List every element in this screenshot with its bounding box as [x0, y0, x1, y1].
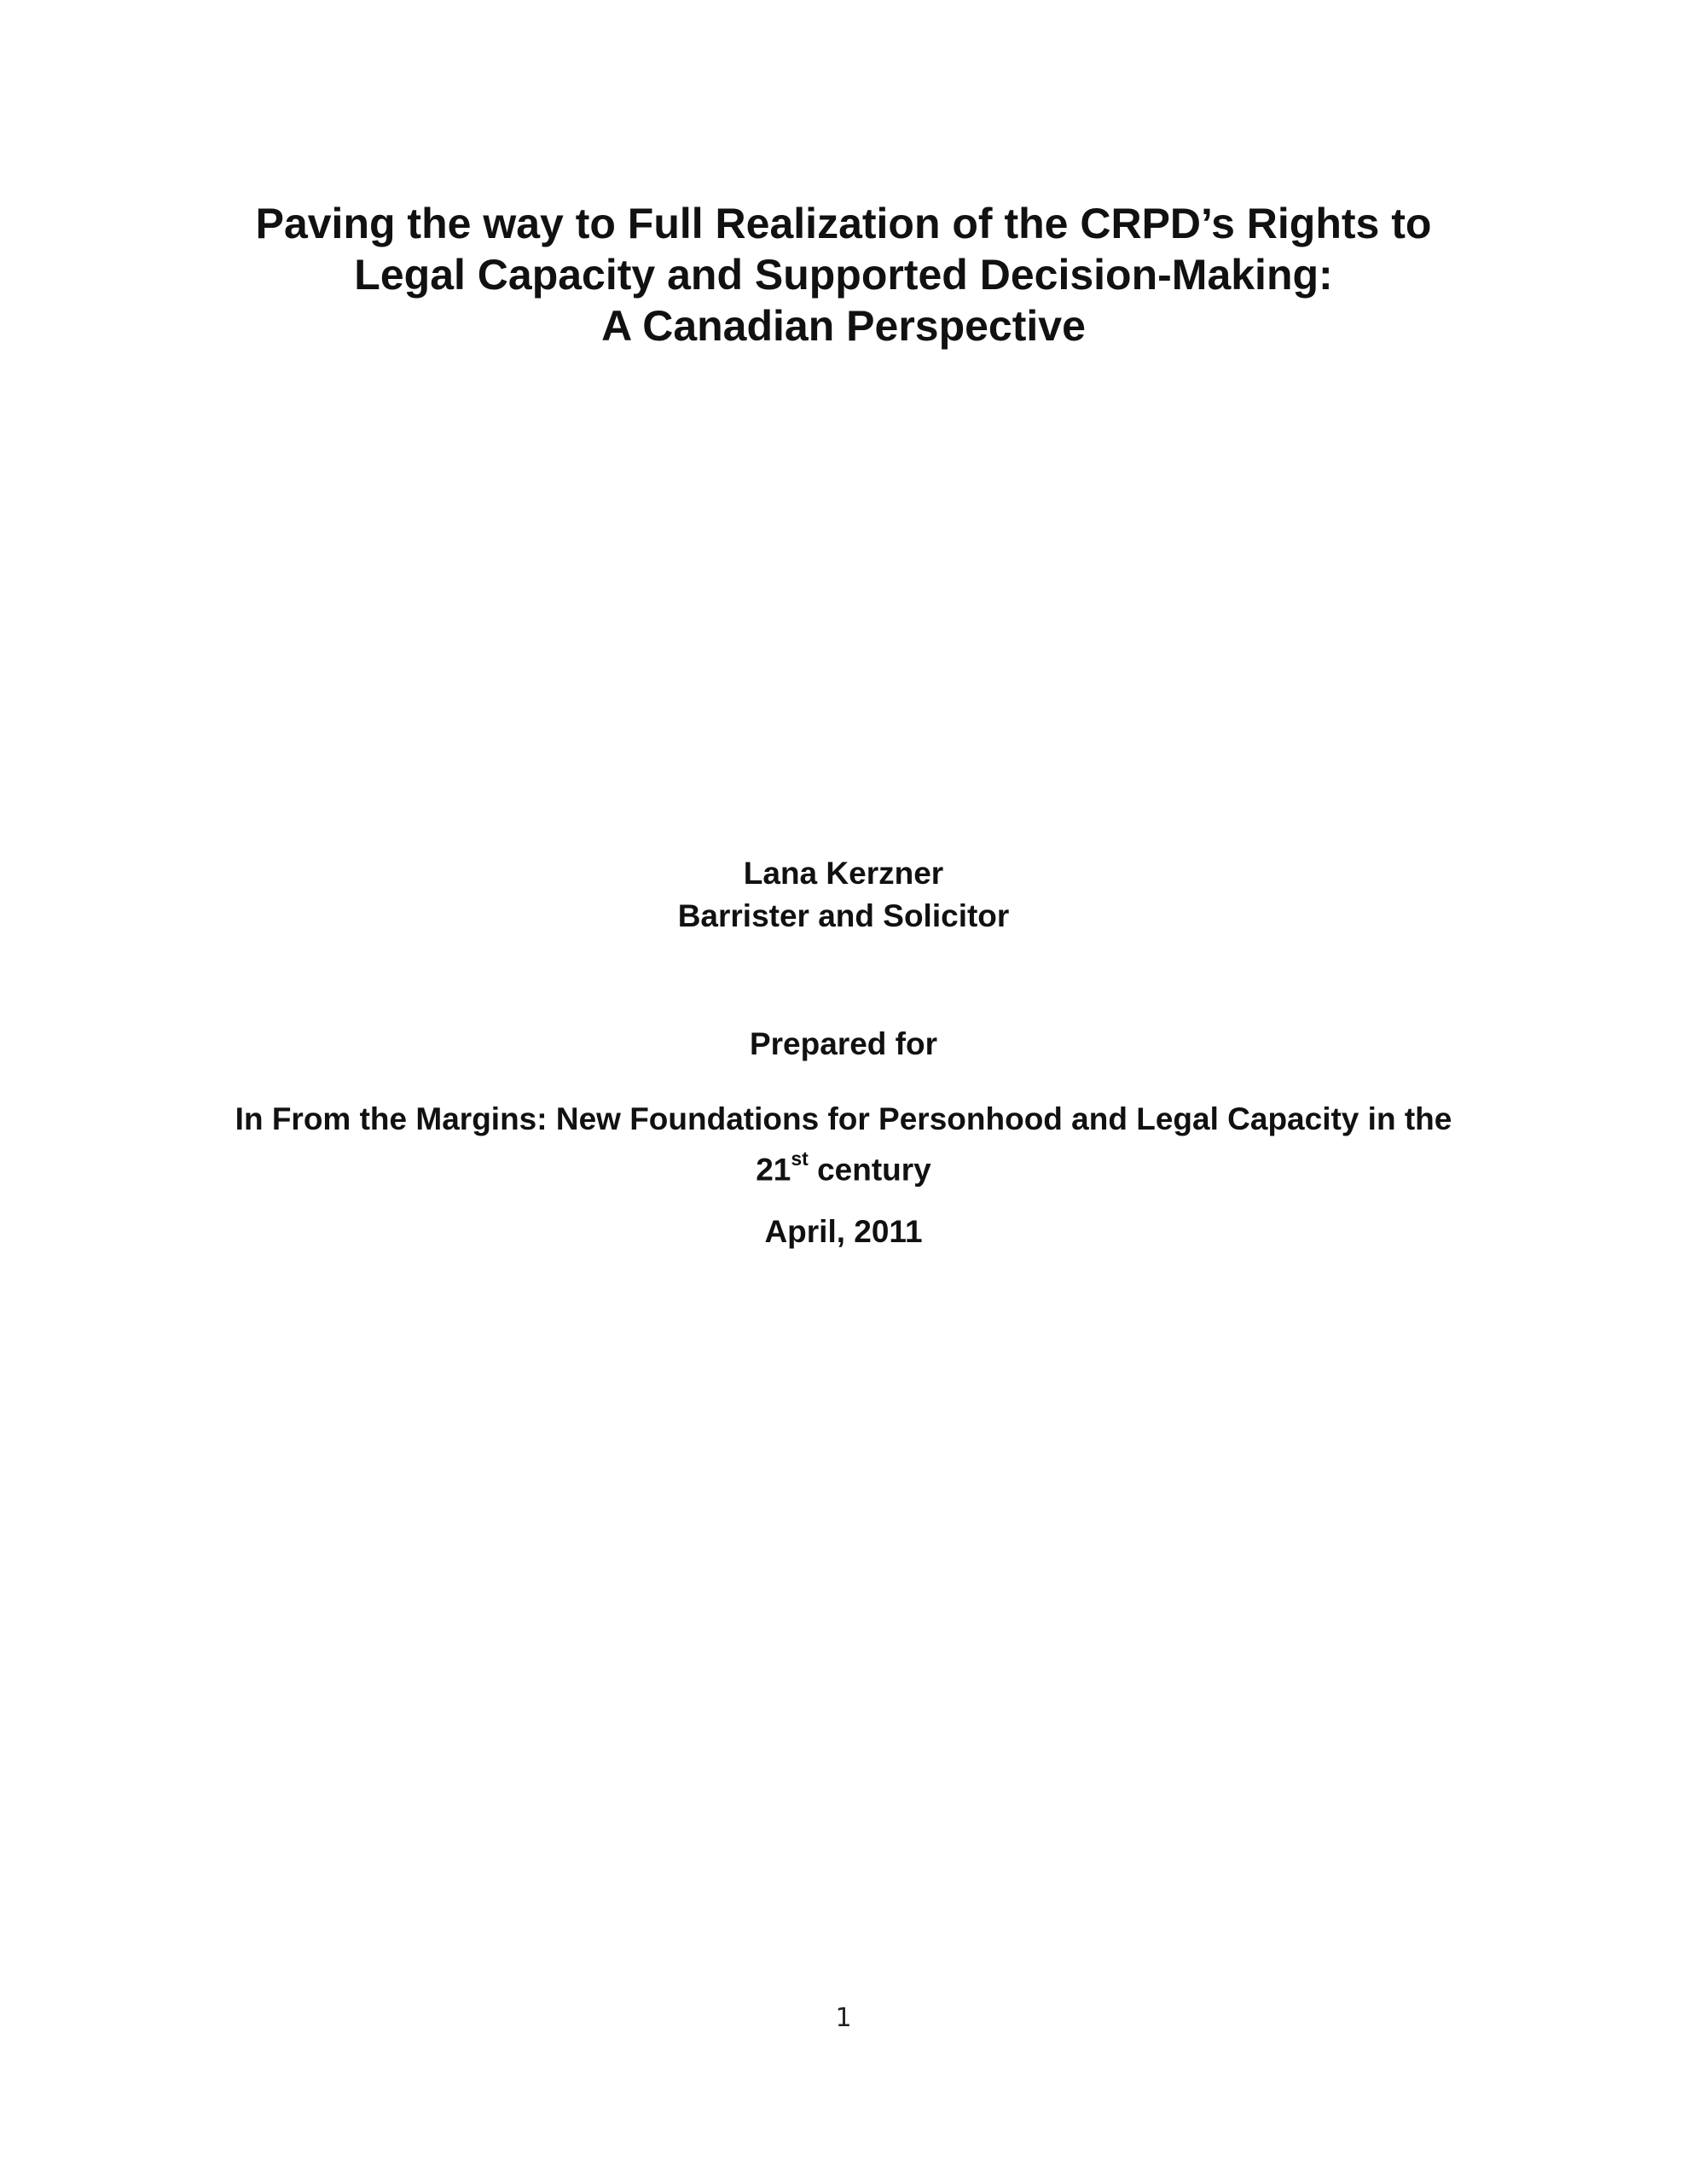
author-role: Barrister and Solicitor — [677, 898, 1010, 933]
event-century-number: 21 — [756, 1152, 791, 1188]
title-line-1: Paving the way to Full Realization of the CRPD’s Rights to — [255, 200, 1432, 247]
document-date: April, 2011 — [764, 1214, 923, 1249]
title-line-2: Legal Capacity and Supported Decision-Making: — [354, 251, 1333, 299]
event-line-1: In From the Margins: New Foundations for Personhood and Legal Capacity in the — [235, 1101, 1452, 1136]
event-name — [0, 1097, 1687, 1191]
document-title — [0, 198, 1687, 351]
event-century-suffix: st — [791, 1147, 809, 1170]
prepared-for-label: Prepared for — [749, 1026, 937, 1061]
page-number: 1 — [835, 2003, 852, 2033]
event-line-2 — [0, 1141, 1687, 1191]
author-name: Lana Kerzner — [743, 856, 944, 891]
title-line-3: A Canadian Perspective — [601, 302, 1086, 350]
event-century-word: century — [808, 1152, 931, 1188]
